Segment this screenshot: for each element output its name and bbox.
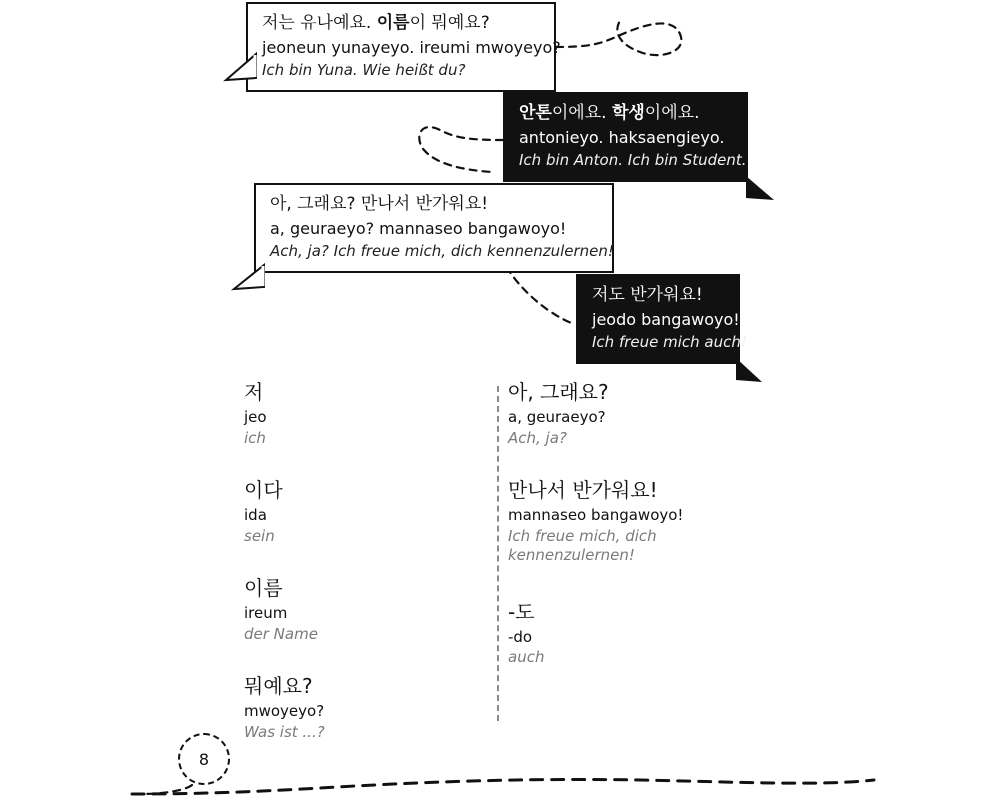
squiggle-two bbox=[419, 127, 503, 172]
speech-bubble-1 bbox=[246, 2, 561, 92]
vocab-korean: -도 bbox=[508, 599, 535, 624]
vocab-romanization: ireum bbox=[244, 604, 288, 622]
bubble-1-romanization: jeoneun yunayeyo. ireumi mwoyeyo? bbox=[262, 37, 561, 57]
bubble-2-romanization: antonieyo. haksaengieyo. bbox=[519, 127, 725, 147]
vocab-german: sein bbox=[244, 526, 275, 545]
vocab-romanization: mwoyeyo? bbox=[244, 702, 325, 720]
bubble-1-korean: 저는 유나예요. 이름이 뭐예요? bbox=[262, 13, 490, 33]
vocab-korean: 뭐예요? bbox=[244, 674, 313, 698]
vocab-korean: 만나서 반가워요! bbox=[508, 478, 658, 502]
speech-bubble-3 bbox=[254, 183, 614, 273]
bubble-3-romanization: a, geuraeyo? mannaseo bangawoyo! bbox=[270, 218, 567, 238]
bubble-2-german: Ich bin Anton. Ich bin Student. bbox=[519, 150, 747, 169]
vocab-romanization: a, geuraeyo? bbox=[508, 408, 606, 426]
bubble-4-romanization: jeodo bangawoyo! bbox=[592, 309, 740, 329]
speech-bubble-2 bbox=[503, 92, 748, 182]
bubble-4-tail bbox=[734, 358, 760, 380]
page-number-badge bbox=[178, 733, 230, 785]
vocab-column-left bbox=[244, 380, 474, 772]
vocab-column-right bbox=[508, 380, 768, 698]
speech-bubble-4 bbox=[576, 274, 747, 364]
vocab-entry bbox=[508, 380, 768, 448]
page-number: 8 bbox=[198, 749, 210, 769]
bubble-2-tail bbox=[744, 176, 770, 198]
vocab-romanization: mannaseo bangawoyo! bbox=[508, 506, 684, 524]
vocab-korean: 저 bbox=[244, 380, 264, 404]
vocab-romanization: -do bbox=[508, 627, 533, 646]
vocab-german: ich bbox=[244, 428, 266, 447]
bubble-4-german: Ich freue mich auch! bbox=[592, 332, 747, 351]
squiggle-one bbox=[556, 18, 681, 55]
bottom-dashed-rule bbox=[132, 779, 874, 794]
vocab-korean: 아, 그래요? bbox=[508, 380, 609, 404]
bubble-3-korean: 아, 그래요? 만나서 반가워요! bbox=[270, 194, 489, 214]
vocab-romanization: ida bbox=[244, 506, 267, 524]
vocab-entry bbox=[244, 576, 474, 644]
vocab-entry bbox=[244, 478, 474, 546]
bubble-3-tail bbox=[234, 265, 260, 287]
vocab-korean: 이다 bbox=[244, 478, 283, 502]
vocab-korean: 이름 bbox=[244, 576, 283, 600]
bubble-1-german: Ich bin Yuna. Wie heißt du? bbox=[262, 60, 466, 79]
bubble-2-korean: 안톤이에요. 학생이에요. bbox=[519, 103, 700, 123]
vocab-german: Ach, ja? bbox=[508, 428, 567, 447]
vocab-german: Ich freue mich, dich kennenzulernen! bbox=[508, 526, 657, 564]
bubble-4-korean: 저도 반가워요! bbox=[592, 285, 703, 305]
vocab-german: der Name bbox=[244, 624, 318, 643]
vocab-column-divider bbox=[497, 386, 499, 721]
vocab-entry bbox=[244, 674, 474, 742]
vocab-entry bbox=[244, 380, 474, 448]
vocab-german: auch bbox=[508, 648, 545, 666]
bubble-1-tail bbox=[226, 52, 252, 74]
vocab-entry bbox=[508, 478, 768, 566]
vocab-romanization: jeo bbox=[244, 408, 267, 426]
vocab-entry bbox=[508, 600, 768, 668]
bubble-3-german: Ach, ja? Ich freue mich, dich kennenzulernen! bbox=[270, 241, 614, 260]
vocab-german: Was ist ...? bbox=[244, 722, 325, 741]
page-number-tail bbox=[140, 785, 192, 794]
